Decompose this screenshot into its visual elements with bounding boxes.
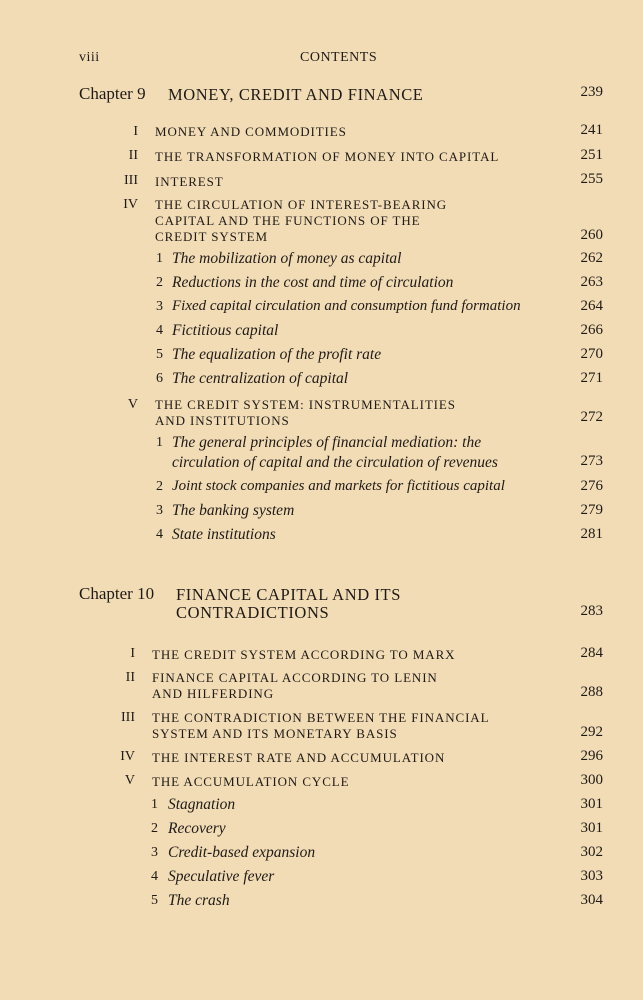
- section-title: CAPITAL AND THE FUNCTIONS OF THE: [155, 213, 421, 228]
- subsection-page: 304: [580, 892, 603, 908]
- subsection-number: 6: [156, 371, 163, 386]
- subsection-title: The general principles of financial mediation: the: [172, 434, 482, 451]
- subsection-title: Recovery: [168, 820, 226, 837]
- subsection-title: Stagnation: [168, 796, 236, 813]
- subsection-number: 4: [151, 869, 158, 884]
- section-page: 300: [580, 772, 603, 788]
- section-number: II: [128, 148, 138, 163]
- section-title: SYSTEM AND ITS MONETARY BASIS: [152, 726, 398, 741]
- section-number: I: [130, 646, 135, 661]
- subsection-number: 2: [156, 275, 163, 290]
- subsection-page: 302: [580, 844, 603, 860]
- subsection-title: State institutions: [172, 526, 276, 543]
- chapter-title: CONTRADICTIONS: [176, 603, 330, 622]
- subsection-title: The banking system: [172, 502, 295, 519]
- section-number: IV: [120, 749, 135, 764]
- chapter-title: FINANCE CAPITAL AND ITS: [176, 585, 401, 604]
- section-page: 255: [580, 171, 603, 187]
- subsection-page: 276: [580, 478, 603, 494]
- subsection-number: 5: [151, 893, 158, 908]
- subsection-title: Fixed capital circulation and consumption fund formation: [172, 298, 521, 314]
- subsection-title: circulation of capital and the circulation of revenues: [172, 454, 498, 471]
- section-page: 292: [580, 724, 603, 740]
- subsection-number: 3: [156, 299, 163, 314]
- section-page: 272: [580, 409, 603, 425]
- section-page: 288: [580, 684, 603, 700]
- subsection-page: 279: [580, 502, 603, 518]
- section-number: III: [121, 710, 135, 725]
- chapter-page: 239: [580, 84, 603, 100]
- subsection-page: 303: [580, 868, 603, 884]
- section-page: 260: [580, 227, 603, 243]
- section-number: V: [124, 773, 135, 788]
- section-title: THE INTEREST RATE AND ACCUMULATION: [152, 750, 446, 765]
- subsection-page: 266: [580, 322, 603, 338]
- subsection-title: Joint stock companies and markets for fictitious capital: [172, 478, 505, 494]
- subsection-page: 264: [580, 298, 603, 314]
- section-page: 241: [580, 122, 603, 138]
- subsection-number: 4: [156, 527, 163, 542]
- section-page: 251: [580, 147, 603, 163]
- section-number: V: [127, 397, 138, 412]
- subsection-number: 1: [156, 435, 163, 450]
- subsection-page: 271: [580, 370, 603, 386]
- subsection-page: 281: [580, 526, 603, 542]
- subsection-number: 3: [151, 845, 158, 860]
- subsection-page: 262: [580, 250, 603, 266]
- subsection-title: The mobilization of money as capital: [172, 250, 402, 267]
- subsection-number: 3: [156, 503, 163, 518]
- page-number-roman: viii: [79, 50, 100, 65]
- section-page: 284: [580, 645, 603, 661]
- subsection-number: 1: [151, 797, 158, 812]
- section-number: I: [133, 124, 138, 139]
- chapter-label: Chapter 9: [79, 84, 146, 103]
- subsection-page: 263: [580, 274, 603, 290]
- subsection-title: The crash: [168, 892, 230, 909]
- subsection-title: The equalization of the profit rate: [172, 346, 382, 363]
- section-title: THE CREDIT SYSTEM ACCORDING TO MARX: [152, 647, 456, 662]
- subsection-page: 301: [580, 796, 603, 812]
- section-title: CREDIT SYSTEM: [155, 229, 268, 244]
- section-title: THE TRANSFORMATION OF MONEY INTO CAPITAL: [155, 149, 500, 164]
- subsection-number: 4: [156, 323, 163, 338]
- subsection-page: 270: [580, 346, 603, 362]
- subsection-page: 273: [580, 453, 603, 469]
- section-title: THE ACCUMULATION CYCLE: [152, 774, 350, 789]
- subsection-number: 2: [156, 479, 163, 494]
- section-number: II: [125, 670, 135, 685]
- subsection-page: 301: [580, 820, 603, 836]
- section-title: INTEREST: [155, 174, 224, 189]
- chapter-title: MONEY, CREDIT AND FINANCE: [168, 85, 424, 104]
- section-title: AND INSTITUTIONS: [155, 413, 290, 428]
- subsection-title: Reductions in the cost and time of circulation: [172, 274, 454, 291]
- section-title: THE CONTRADICTION BETWEEN THE FINANCIAL: [152, 710, 490, 725]
- subsection-title: Fictitious capital: [172, 322, 279, 339]
- subsection-title: Speculative fever: [168, 868, 275, 885]
- section-page: 296: [580, 748, 603, 764]
- subsection-number: 1: [156, 251, 163, 266]
- chapter-page: 283: [580, 603, 603, 619]
- chapter-label: Chapter 10: [79, 584, 155, 603]
- section-title: THE CIRCULATION OF INTEREST-BEARING: [155, 197, 448, 212]
- subsection-number: 2: [151, 821, 158, 836]
- section-title: FINANCE CAPITAL ACCORDING TO LENIN: [152, 670, 438, 685]
- subsection-title: The centralization of capital: [172, 370, 349, 387]
- subsection-number: 5: [156, 347, 163, 362]
- section-title: MONEY AND COMMODITIES: [155, 124, 347, 139]
- section-number: IV: [123, 197, 138, 212]
- section-title: AND HILFERDING: [152, 686, 275, 701]
- running-header: CONTENTS: [300, 50, 378, 65]
- section-number: III: [124, 173, 138, 188]
- subsection-title: Credit-based expansion: [168, 844, 316, 861]
- section-title: THE CREDIT SYSTEM: INSTRUMENTALITIES: [155, 397, 456, 412]
